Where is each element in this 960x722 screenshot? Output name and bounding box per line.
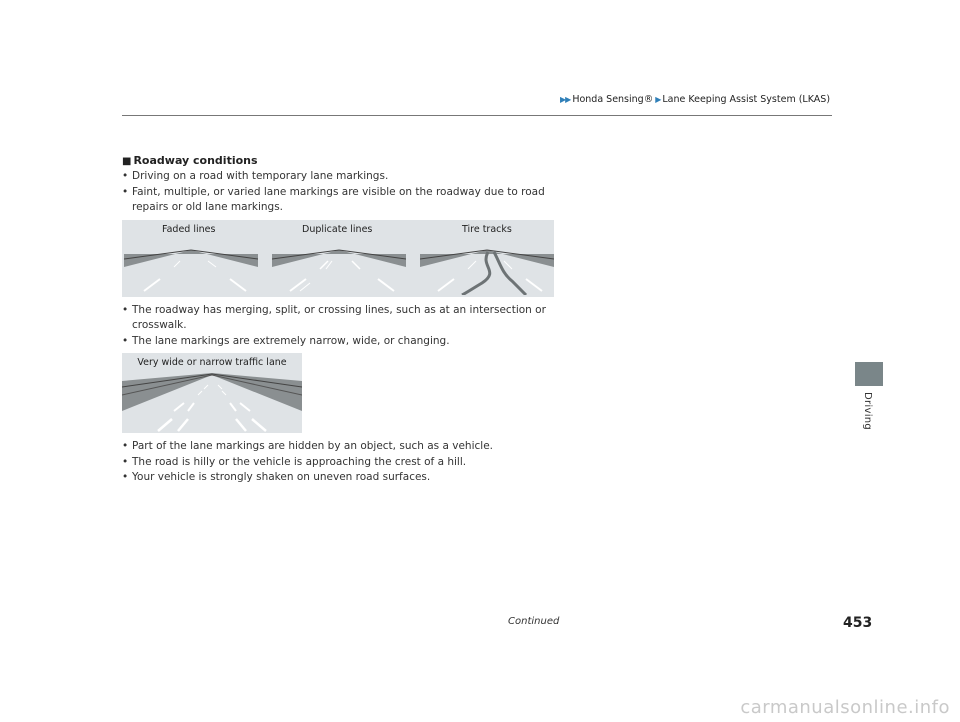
list-item: • The lane markings are extremely narrow, wide, or changing.	[122, 334, 552, 350]
section-tab[interactable]	[855, 362, 883, 386]
figure-caption-duplicate-lines: Duplicate lines	[302, 223, 373, 235]
chevron-right-icon: ▶▶	[560, 95, 571, 104]
header-divider	[122, 115, 832, 116]
list-item: • Faint, multiple, or varied lane markings are visible on the roadway due to road repairs or old lane markings.	[122, 185, 552, 216]
bullet-list	[122, 169, 552, 216]
watermark: carmanualsonline.info	[740, 697, 950, 718]
figure-caption-faded-lines: Faded lines	[162, 223, 216, 235]
continued-label: Continued	[508, 616, 560, 627]
list-item: • Driving on a road with temporary lane markings.	[122, 169, 552, 185]
section-heading	[122, 154, 552, 167]
wide-narrow-lane-figure	[122, 353, 302, 433]
list-item: • The road is hilly or the vehicle is approaching the crest of a hill.	[122, 455, 552, 471]
list-item: • Your vehicle is strongly shaken on uneven road surfaces.	[122, 470, 552, 486]
page-number: 453	[843, 615, 873, 631]
figure-caption-tire-tracks: Tire tracks	[462, 223, 512, 235]
road-wide-narrow-illustration	[122, 371, 302, 433]
section-title: Roadway conditions	[133, 154, 258, 167]
bullet-list	[122, 303, 552, 350]
lane-markings-figure	[122, 220, 554, 297]
list-item: • The roadway has merging, split, or crossing lines, such as at an intersection or crosswalk.	[122, 303, 552, 334]
road-faded-lines-illustration	[124, 247, 258, 295]
main-content	[122, 154, 552, 486]
square-bullet-icon: ■	[122, 156, 132, 167]
chevron-right-icon: ▶	[655, 95, 661, 104]
breadcrumb-item-honda-sensing[interactable]: Honda Sensing®	[572, 94, 654, 105]
road-duplicate-lines-illustration	[272, 247, 406, 295]
section-tab-label: Driving	[862, 392, 873, 431]
breadcrumb	[560, 94, 830, 105]
bullet-list	[122, 439, 552, 486]
road-tire-tracks-illustration	[420, 247, 554, 295]
breadcrumb-item-lkas[interactable]: Lane Keeping Assist System (LKAS)	[662, 94, 831, 105]
list-item: • Part of the lane markings are hidden by an object, such as a vehicle.	[122, 439, 552, 455]
figure-caption-wide-narrow-lane: Very wide or narrow traffic lane	[137, 357, 287, 368]
